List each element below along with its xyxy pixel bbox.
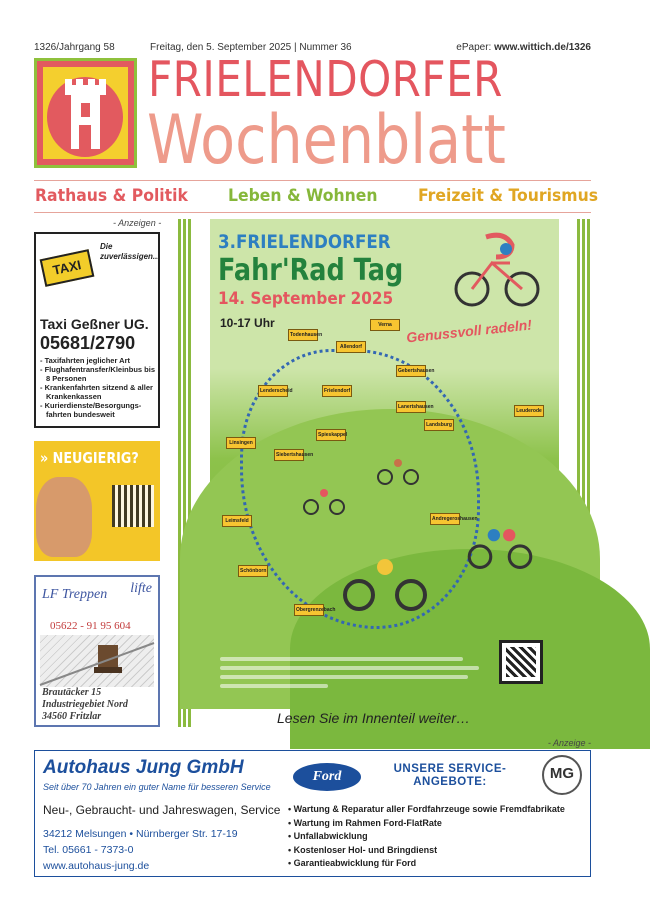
poster-title: Fahr'Rad Tag [218,253,404,288]
masthead-divider [34,180,591,181]
route-sign: Gebertshausen [396,365,426,377]
address-line: Brautäcker 15 [42,687,102,698]
autohaus-contact [43,826,238,874]
treppenlifte-ad[interactable] [34,575,160,727]
taxi-sign-text: TAXI [51,257,83,278]
cyclist-icon [376,459,420,485]
taxi-sign-icon [40,249,95,287]
route-sign: Schönborn [238,565,268,577]
treppen-lifte-word: lifte [130,581,152,596]
service-list [288,803,565,871]
list-item: • Garantieabwicklung für Ford [288,857,565,871]
single-ad-label: - Anzeige - [547,738,591,748]
section-freizeit-tourismus[interactable]: Freizeit & Tourismus [418,186,599,206]
autohaus-phone[interactable]: Tel. 05661 - 7373-0 [43,844,134,856]
issue-number: 1326/Jahrgang 58 [34,42,115,53]
route-sign: Allendorf [336,341,366,353]
poster-edition: 3.FRIELENDORFER [218,231,391,253]
route-sign: Landsburg [424,419,454,431]
family-cyclist-icon [340,559,430,611]
qr-code-icon[interactable] [112,485,154,527]
list-item: • Wartung im Rahmen Ford-FlatRate [288,817,565,831]
route-sign: Obergrenzebach [294,604,324,616]
masthead-title-line2: Wochenblatt [147,101,506,180]
list-item: • Wartung & Reparatur aller Fordfahrzeuge sowie Fremdfabrikate [288,803,565,817]
route-sign: Leuderode [514,405,544,417]
taxi-ad[interactable] [34,232,160,428]
autohaus-address: 34212 Melsungen • Nürnberger Str. 17-19 [43,828,238,840]
epaper-url[interactable]: www.wittich.de/1326 [494,42,591,53]
autohaus-jung-ad[interactable] [34,750,591,877]
list-item: - Krankenfahrten sitzend & aller Krankenkassen [40,383,153,401]
footer-line [220,675,468,679]
footer-line [220,684,328,688]
treppen-address [42,687,128,723]
face-photo-icon [36,477,92,557]
taxi-tagline: Die zuverlässigen... [100,242,160,261]
section-rathaus-politik[interactable]: Rathaus & Politik [35,186,188,206]
autohaus-slogan: Seit über 70 Jahren ein guter Name für besseren Service [43,782,271,792]
list-item: - Taxifahrten jeglicher Art [40,356,131,365]
neugierig-ad[interactable] [34,441,160,561]
stairlift-chair-icon [40,635,154,687]
taxi-services-list [40,356,156,419]
service-title: UNSERE SERVICE-ANGEBOTE: [393,763,507,788]
address-line: 34560 Fritzlar [42,711,102,722]
poster-motto: Genussvoll radeln! [405,316,533,346]
section-divider [34,212,591,213]
autohaus-offer: Neu-, Gebraucht- und Jahreswagen, Service [43,803,281,817]
castle-tower-icon [43,67,128,159]
coat-of-arms-logo [34,58,137,168]
taxi-company-name: Taxi Geßner UG. [40,316,149,332]
bicycle-logo-icon [450,227,550,317]
poster-date: 14. September 2025 [218,289,394,309]
neugierig-headline: » NEUGIERIG? [40,449,139,467]
route-sign: Frielendorf [322,385,352,397]
poster-qr-code-icon[interactable] [499,640,543,684]
footer-line [220,666,479,670]
route-sign: Siebertshausen [274,449,304,461]
route-sign: Lenderscheid [258,385,288,397]
poster-time: 10-17 Uhr [220,316,275,330]
treppen-phone: 05622 - 91 95 604 [50,620,131,632]
ford-logo-icon: Ford [293,763,361,791]
stairlift-illustration-icon [40,635,154,687]
list-item: - Kurierdienste/Besorgungs- fahrten bundesweit [40,401,142,419]
route-sign: Todenhausen [288,329,318,341]
fahrrad-tag-poster[interactable] [210,219,559,699]
poster-footer-text [220,657,490,693]
route-sign: Andregeroshausen [430,513,460,525]
footer-line [220,657,463,661]
section-leben-wohnen[interactable]: Leben & Wohnen [228,186,378,206]
epaper-label: ePaper: [456,42,495,53]
list-item: • Unfallabwicklung [288,830,565,844]
issue-date: Freitag, den 5. September 2025 | Nummer 36 [150,42,352,53]
tandem-cyclists-icon [460,529,540,569]
list-item: - Flughafentransfer/Kleinbus bis 8 Personen [40,365,156,383]
ads-label: - Anzeigen - [113,218,162,228]
route-sign: Leimsfeld [222,515,252,527]
route-sign: Linsingen [226,437,256,449]
cyclist-icon [302,489,346,515]
route-sign: Spieskappel [316,429,346,441]
address-line: Industriegebiet Nord [42,699,128,710]
autohaus-website[interactable]: www.autohaus-jung.de [43,860,150,872]
route-sign: Lanertshausen [396,401,426,413]
mg-logo-icon: MG [542,755,582,795]
treppen-logo: LF Treppen [42,587,108,602]
continue-reading-text: Lesen Sie im Innenteil weiter… [277,710,470,726]
taxi-phone: 05681/2790 [40,333,136,353]
route-sign: Verna [370,319,400,331]
list-item: • Kostenloser Hol- und Bringdienst [288,844,565,858]
autohaus-name: Autohaus Jung GmbH [43,757,244,778]
masthead-title-line1: FRIELENDORFER [148,51,503,108]
